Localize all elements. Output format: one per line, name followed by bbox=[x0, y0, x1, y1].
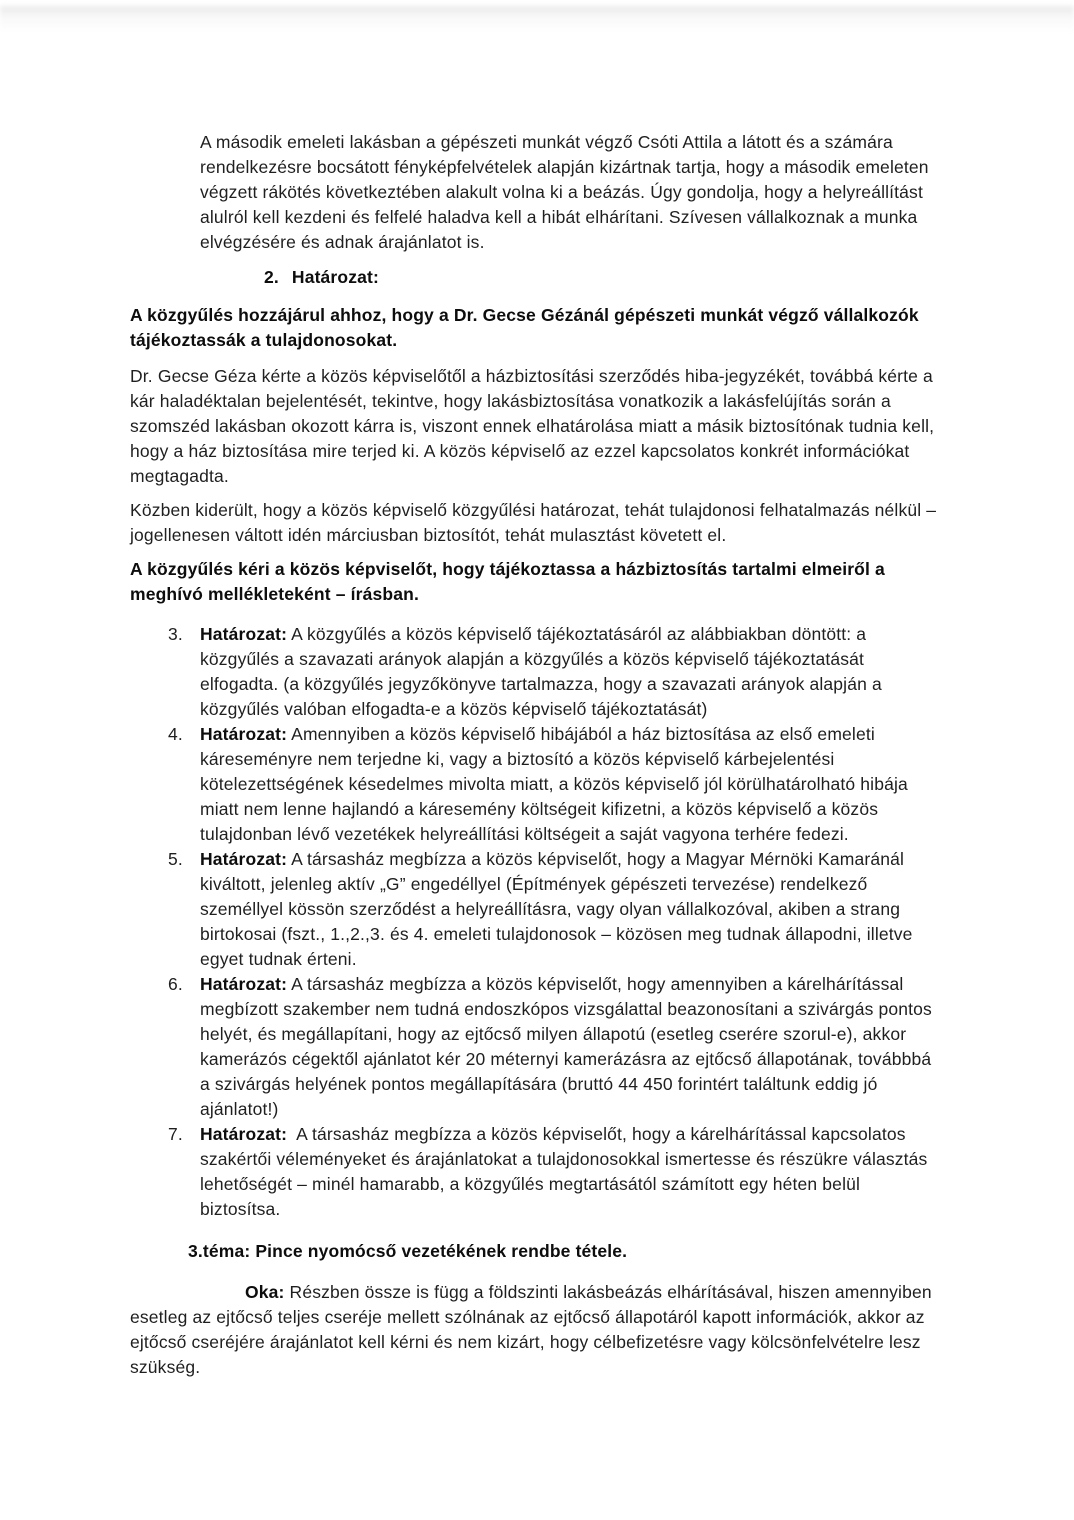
decision-item-body bbox=[200, 722, 945, 847]
decision-item-4 bbox=[168, 722, 945, 847]
decision-2-number: 2. bbox=[264, 267, 279, 287]
decision-item-body bbox=[200, 1122, 945, 1222]
decision-item-label: Határozat: bbox=[200, 724, 288, 744]
insurance-paragraph: Dr. Gecse Géza kérte a közös képviselőtől a házbiztosítási szerződés hiba-jegyzékét, továbbá kérte a kár haladéktalan bejelentését, tekintve, hogy lakásbiztosítása vonatkozik a lakásfelújítás során a szomszéd lakásban okozott kárra is, viszont ennek elhatárolása miatt a másik biztosítónak tudnia kell, hogy a ház biztosítása mire terjed ki. A közös képviselő az ezzel kapcsolatos konkrét információkat megtagadta. bbox=[130, 366, 935, 486]
decision-item-number: 4. bbox=[168, 724, 183, 744]
decision-item-number: 5. bbox=[168, 849, 183, 869]
document-page bbox=[130, 0, 945, 1380]
decision-item-5 bbox=[168, 847, 945, 972]
decision-item-3 bbox=[168, 622, 945, 722]
decision-item-label: Határozat: bbox=[200, 974, 288, 994]
request-paragraph: A közgyűlés kéri a közös képviselőt, hogy tájékoztassa a házbiztosítás tartalmi elmeiről a meghívó mellékleteként – írásban. bbox=[130, 559, 885, 604]
cause-text: Részben össze is függ a földszinti lakásbeázás elhárításával, hiszen amennyiben esetleg az ejtőcső teljes cseréje mellett szólnának az ejtőcső állapotáról kapott információk, akkor az ejtőcső cseréjére árajánlatot kell kérni és nem kizárt, hogy célbefizetésre vagy kölcsönfelvételre lesz szükség. bbox=[130, 1282, 932, 1377]
decision-item-text: Amennyiben a közös képviselő hibájából a ház biztosítása az első emeleti káreseményre nem terjedne ki, vagy a biztosító a közös képviselő kárbejelentési kötelezettségének késedelmes mivolta miatt, a közös képviselő jól körülhatárolható hibája miatt nem lenne hajlandó a káresemény költségeit kifizetni, a közös képviselő a közös tulajdonban lévő vezetékek helyreállítási költségeit a saját vagyona terhére fedezi. bbox=[200, 724, 908, 844]
topic-3-heading: 3.téma: Pince nyomócső vezetékének rendbe tétele. bbox=[188, 1241, 628, 1261]
cause-label: Oka: bbox=[245, 1282, 285, 1302]
decision-item-number: 7. bbox=[168, 1124, 183, 1144]
decision-item-6 bbox=[168, 972, 945, 1122]
decision-2-heading bbox=[264, 265, 945, 290]
decision-item-label: Határozat: bbox=[200, 624, 288, 644]
decision-item-body bbox=[200, 622, 945, 722]
decision-item-label: Határozat: bbox=[200, 849, 288, 869]
decision-2-label: Határozat: bbox=[291, 267, 379, 287]
decision-list bbox=[130, 622, 945, 1222]
decision-item-text: A közgyűlés a közös képviselő tájékoztatásáról az alábbiakban döntött: a közgyűlés a szavazati arányok alapján a közgyűlés a közös képviselő tájékoztatását elfogadta. (a közgyűlés jegyzőkönyve tartalmazza, hogy a szavazati arányok alapján a közgyűlés valóban elfogadta-e a közös képviselő tájékoztatását) bbox=[200, 624, 882, 719]
intro-paragraph: A második emeleti lakásban a gépészeti munkát végző Csóti Attila a látott és a számára rendelkezésre bocsátott fényképfelvételek alapján kizártnak tartja, hogy a második emeleten végzett rákötés következtében alakult volna ki a beázás. Úgy gondolja, hogy a helyreállítást alulról kell kezdeni és felfelé haladva kell a hibát elhárítani. Szívesen vállalkoznak a munka elvégzésére és adnak árajánlatot is. bbox=[200, 132, 929, 252]
cause-paragraph bbox=[130, 1280, 945, 1380]
decision-item-text: A társasház megbízza a közös képviselőt, hogy a kárelhárítással kapcsolatos szakértői véleményeket és árajánlatokat a tulajdonosokkal ismertesse és részükre választás lehetőségét – minél hamarabb, a közgyűlés megtartásától számított egy héten belül biztosítsa. bbox=[200, 1124, 928, 1219]
decision-item-number: 6. bbox=[168, 974, 183, 994]
decision-item-7 bbox=[168, 1122, 945, 1222]
decision-item-text: A társasház megbízza a közös képviselőt, hogy a Magyar Mérnöki Kamaránál kiváltott, jelenleg aktív „G” engedéllyel (Építmények gépészeti tervezése) rendelkező személlyel kössön szerződést a helyreállításra, vagy olyan vállalkozóval, akiben a strang birtokosai (fszt., 1.,2.,3. és 4. emeleti tulajdonosok – közösen meg tudnak állapodni, illetve egyet tudnak érteni. bbox=[200, 849, 913, 969]
decision-item-label: Határozat: bbox=[200, 1124, 288, 1144]
decision-item-body bbox=[200, 847, 945, 972]
resolution-2-paragraph: A közgyűlés hozzájárul ahhoz, hogy a Dr. Gecse Gézánál gépészeti munkát végző vállalkozók tájékoztassák a tulajdonosokat. bbox=[130, 305, 919, 350]
decision-item-number: 3. bbox=[168, 624, 183, 644]
decision-item-body bbox=[200, 972, 945, 1122]
violation-paragraph: Közben kiderült, hogy a közös képviselő közgyűlési határozat, tehát tulajdonosi felhatalmazás nélkül – jogellenesen váltott idén márciusban biztosítót, tehát mulasztást követett el. bbox=[130, 500, 937, 545]
decision-item-text: A társasház megbízza a közös képviselőt, hogy amennyiben a kárelhárítással megbízott szakember nem tudná endoszkópos vizsgálattal beazonosítani a szivárgás pontos helyét, és megállapítani, hogy az ejtőcső milyen állapotú (esetleg cserére szorul-e), akkor kamerázós cégektől ajánlatot kér 20 méternyi kamerázásra az ejtőcső állapotának, továbbbá a szivárgás helyének pontos megállapítására (bruttó 44 450 forintért találtunk eddig jó ajánlatot!) bbox=[200, 974, 932, 1119]
